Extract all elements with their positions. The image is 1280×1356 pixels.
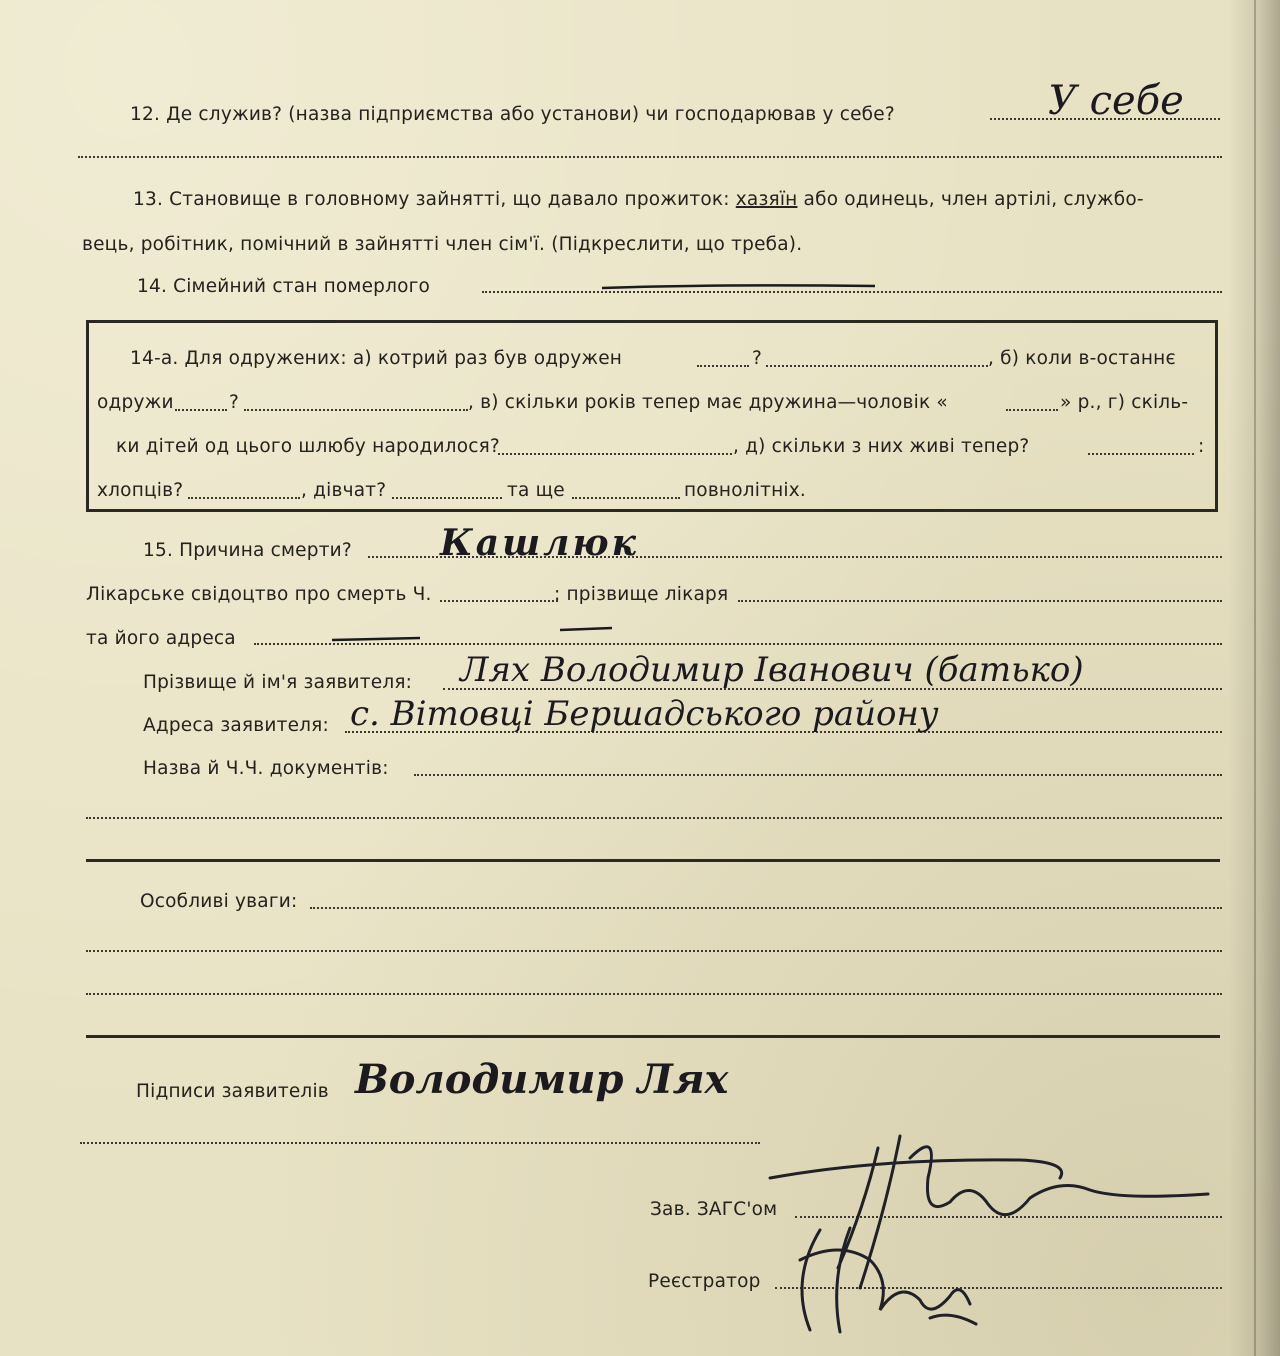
q14a-girls-field (392, 497, 502, 499)
q14a-married-field-2 (244, 409, 468, 411)
q14-dash-mark (600, 280, 880, 294)
q14a-married-field (175, 409, 227, 411)
applicant-address-label: Адреса заявителя: (143, 715, 329, 736)
q14a-line3-b: , д) скільки з них живі тепер? (733, 436, 1030, 457)
q14a-when-field (766, 365, 988, 367)
certificate-number-field (440, 600, 558, 602)
q14a-adults-field (572, 497, 680, 499)
page-edge (1254, 0, 1256, 1356)
q14a-times-field (697, 365, 749, 367)
q14a-line2-q: ? (229, 392, 240, 413)
q14a-line1-a: 14-а. Для одружених: а) котрий раз був одружен (130, 348, 623, 369)
remarks-label: Особливі уваги: (140, 891, 298, 912)
documents-line-2 (86, 817, 1222, 819)
applicant-name-label: Прізвище й ім'я заявителя: (143, 672, 413, 693)
doctor-address-label: та його адреса (86, 628, 236, 649)
registrar-label: Реєстратор (648, 1271, 761, 1292)
q14-label: 14. Сімейний стан померлого (137, 276, 431, 297)
documents-label: Назва й Ч.Ч. документів: (143, 758, 389, 779)
signatures-line (80, 1142, 760, 1144)
q13-line2: вець, робітник, помічний в зайнятті член сім'ї. (Підкреслити, що треба). (82, 234, 803, 255)
q13-line1-b: або одинець, член артілі, службо- (803, 189, 1144, 210)
signatures-value: Володимир Лях (355, 1056, 729, 1103)
certificate-label-a: Лікарське свідоцтво про смерть Ч. (86, 584, 432, 605)
q13-owner-option: хазяїн (735, 189, 798, 210)
q14a-children-field (498, 453, 732, 455)
doctor-address-dash-marks (330, 624, 620, 644)
applicant-address-value: с. Вітовці Бершадського району (350, 694, 939, 734)
q14a-line3-a: ки дітей од цього шлюбу народилося? (116, 436, 500, 457)
q14a-line1-b: , б) коли в-останнє (988, 348, 1176, 369)
documents-line (414, 774, 1222, 776)
q14a-line4-d: повнолітніх. (684, 480, 806, 501)
remarks-divider (86, 1035, 1220, 1038)
certificate-label-b: : прізвище лікаря (554, 584, 729, 605)
q12-extra-line (78, 156, 1222, 158)
doctor-name-field (738, 600, 1222, 602)
signatures-label: Підписи заявителів (136, 1081, 329, 1102)
q14a-line3-c: : (1198, 436, 1205, 457)
q13-line1-a: 13. Становище в головному зайнятті, що давало прожиток: (133, 189, 730, 210)
registrar-signature (780, 1220, 1000, 1350)
head-zags-label: Зав. ЗАГС'ом (650, 1199, 778, 1220)
q14a-line1-q: ? (752, 348, 763, 369)
q12-answer: У себе (1048, 78, 1184, 124)
applicant-name-value: Лях Володимир Іванович (батько) (460, 650, 1084, 690)
q14a-line4-c: та ще (507, 480, 565, 501)
q13-line1-start (133, 189, 1144, 210)
q15-answer: Кашлюк (440, 522, 639, 564)
q14a-boys-field (188, 497, 300, 499)
remarks-line-3 (86, 993, 1222, 995)
q14a-line4-b: , дівчат? (301, 480, 387, 501)
q15-label: 15. Причина смерти? (143, 540, 352, 561)
q14a-spouse-age-field (1006, 409, 1058, 411)
remarks-line-1 (310, 907, 1222, 909)
q14a-living-field (1088, 453, 1194, 455)
q14a-line2-a: одружи (97, 392, 174, 413)
section-divider (86, 859, 1220, 862)
q14a-line2-c: » р., г) скіль- (1060, 392, 1189, 413)
q12-label: 12. Де служив? (назва підприємства або установи) чи господарював у себе? (130, 104, 895, 125)
remarks-line-2 (86, 950, 1222, 952)
q14a-line2-b: , в) скільки років тепер має дружина—чоловік « (468, 392, 948, 413)
q14a-line4-a: хлопців? (97, 480, 184, 501)
